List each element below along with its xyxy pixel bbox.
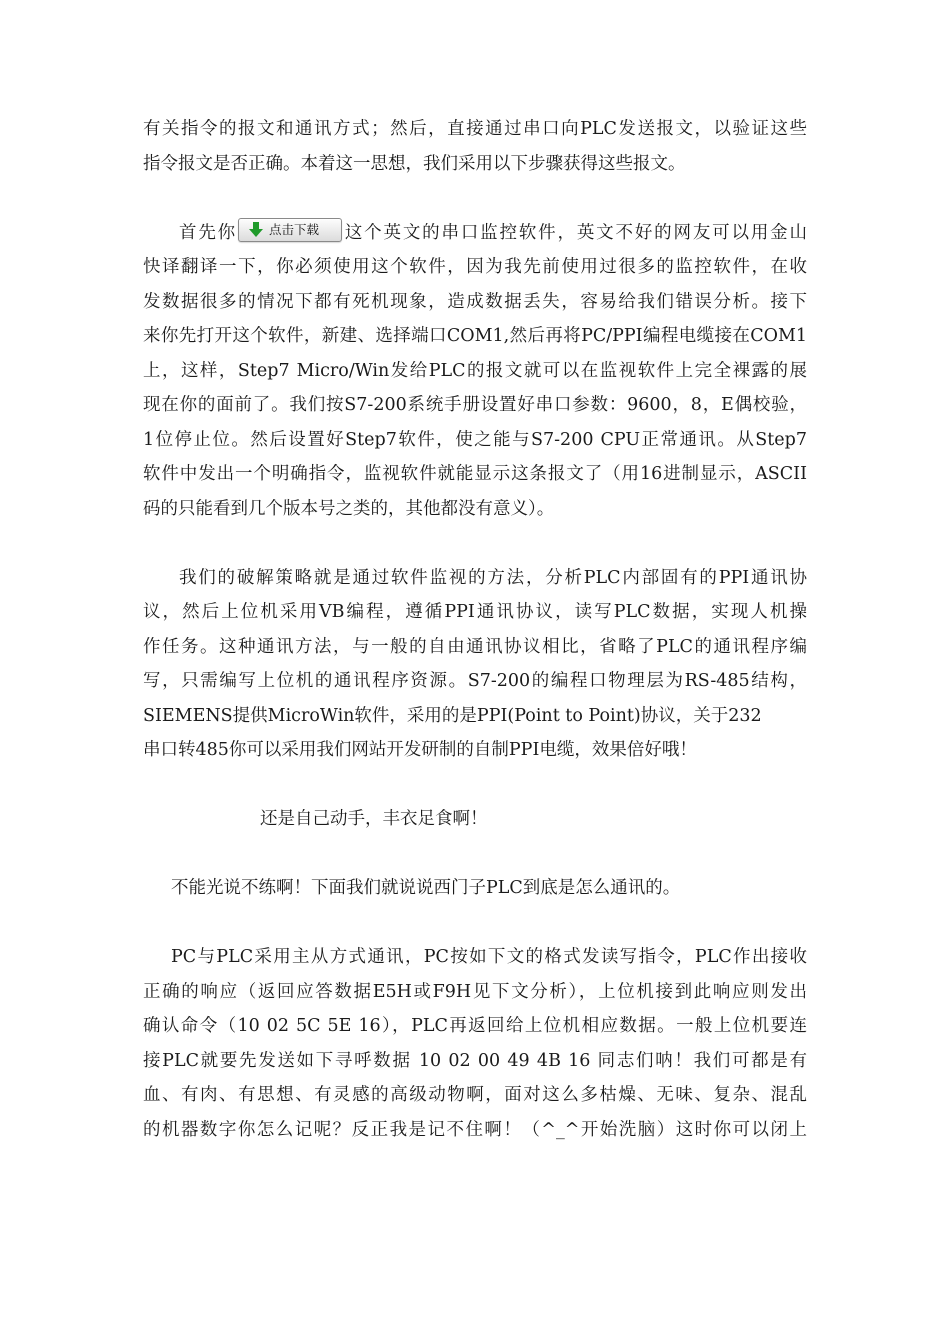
download-button-label: 点击下载 (269, 222, 320, 237)
text-line: 议，然后上位机采用VB编程，遵循PPI通讯协议，读写PLC数据，实现人机操 (143, 602, 807, 622)
text-line: 指令报文是否正确。本着这一思想，我们采用以下步骤获得这些报文。 (143, 153, 686, 174)
paragraph-4: 还是自己动手，丰衣足食啊！ (260, 809, 488, 829)
text-line: 血、有肉、有思想、有灵感的高级动物啊，面对这么多枯燥、无味、复杂、混乱 (143, 1085, 807, 1105)
text-line: 发数据很多的情况下都有死机现象，造成数据丢失，容易给我们错误分析。接下 (143, 291, 807, 312)
text-line: PC与PLC采用主从方式通讯，PC按如下文的格式发读写指令，PLC作出接收 (171, 947, 807, 967)
paragraph-3 (143, 561, 807, 768)
text-line: 串口转485你可以采用我们网站开发研制的自制PPI电缆，效果倍好哦！ (143, 740, 697, 760)
text-line: 软件中发出一个明确指令，监视软件就能显示这条报文了（用16进制显示，ASCII (143, 464, 807, 484)
down-arrow-icon (249, 222, 263, 238)
text-line: 现在你的面前了。我们按S7-200系统手册设置好串口参数：9600，8，E偶校验， (143, 395, 807, 415)
text-line: 有关指令的报文和通讯方式；然后，直接通过串口向PLC发送报文，以验证这些 (143, 119, 807, 139)
text-fragment: 首先你 (179, 222, 237, 243)
paragraph-5: 不能光说不练啊！下面我们就说说西门子PLC到底是怎么通讯的。 (171, 878, 681, 898)
text-line: 正确的响应（返回应答数据E5H或F9H见下文分析），上位机接到此响应则发出 (143, 981, 807, 1002)
paragraph-2 (143, 216, 807, 527)
text-line: 上，这样，Step7 Micro/Win发给PLC的报文就可以在监视软件上完全裸露的展 (143, 360, 807, 381)
text-line: 码的只能看到几个版本号之类的，其他都没有意义）。 (143, 498, 555, 519)
download-button[interactable] (238, 218, 342, 242)
text-line: 作任务。这种通讯方法，与一般的自由通讯协议相比，省略了PLC的通讯程序编 (143, 636, 807, 657)
text-line: SIEMENS提供MicroWin软件，采用的是PPI(Point to Point)协议，关于232 (143, 705, 762, 726)
text-fragment: 这个英文的串口监控软件，英文不好的网友可以用金山 (343, 222, 807, 243)
text-line: 快译翻译一下，你必须使用这个软件，因为我先前使用过很多的监控软件，在收 (143, 257, 807, 277)
text-line: 写，只需编写上位机的通讯程序资源。S7-200的编程口物理层为RS-485结构， (143, 671, 807, 691)
text-line: 1位停止位。然后设置好Step7软件，使之能与S7-200 CPU正常通讯。从Step7 (143, 429, 807, 450)
text-line-with-button (143, 216, 807, 251)
text-line: 我们的破解策略就是通过软件监视的方法，分析PLC内部固有的PPI通讯协 (179, 567, 807, 588)
text-line: 接PLC就要先发送如下寻呼数据 10 02 00 49 4B 16 同志们呐！我们可都是有 (143, 1050, 807, 1071)
text-line: 来你先打开这个软件，新建、选择端口COM1,然后再将PC/PPI编程电缆接在COM1 (143, 326, 807, 346)
paragraph-1 (143, 112, 807, 181)
text-line: 的机器数字你怎么记呢？反正我是记不住啊！（^_^开始洗脑）这时你可以闭上 (143, 1119, 807, 1140)
text-line: 确认命令（10 02 5C 5E 16），PLC再返回给上位机相应数据。一般上位机要连 (143, 1016, 807, 1036)
document-page (143, 112, 807, 1147)
paragraph-6 (143, 940, 807, 1147)
